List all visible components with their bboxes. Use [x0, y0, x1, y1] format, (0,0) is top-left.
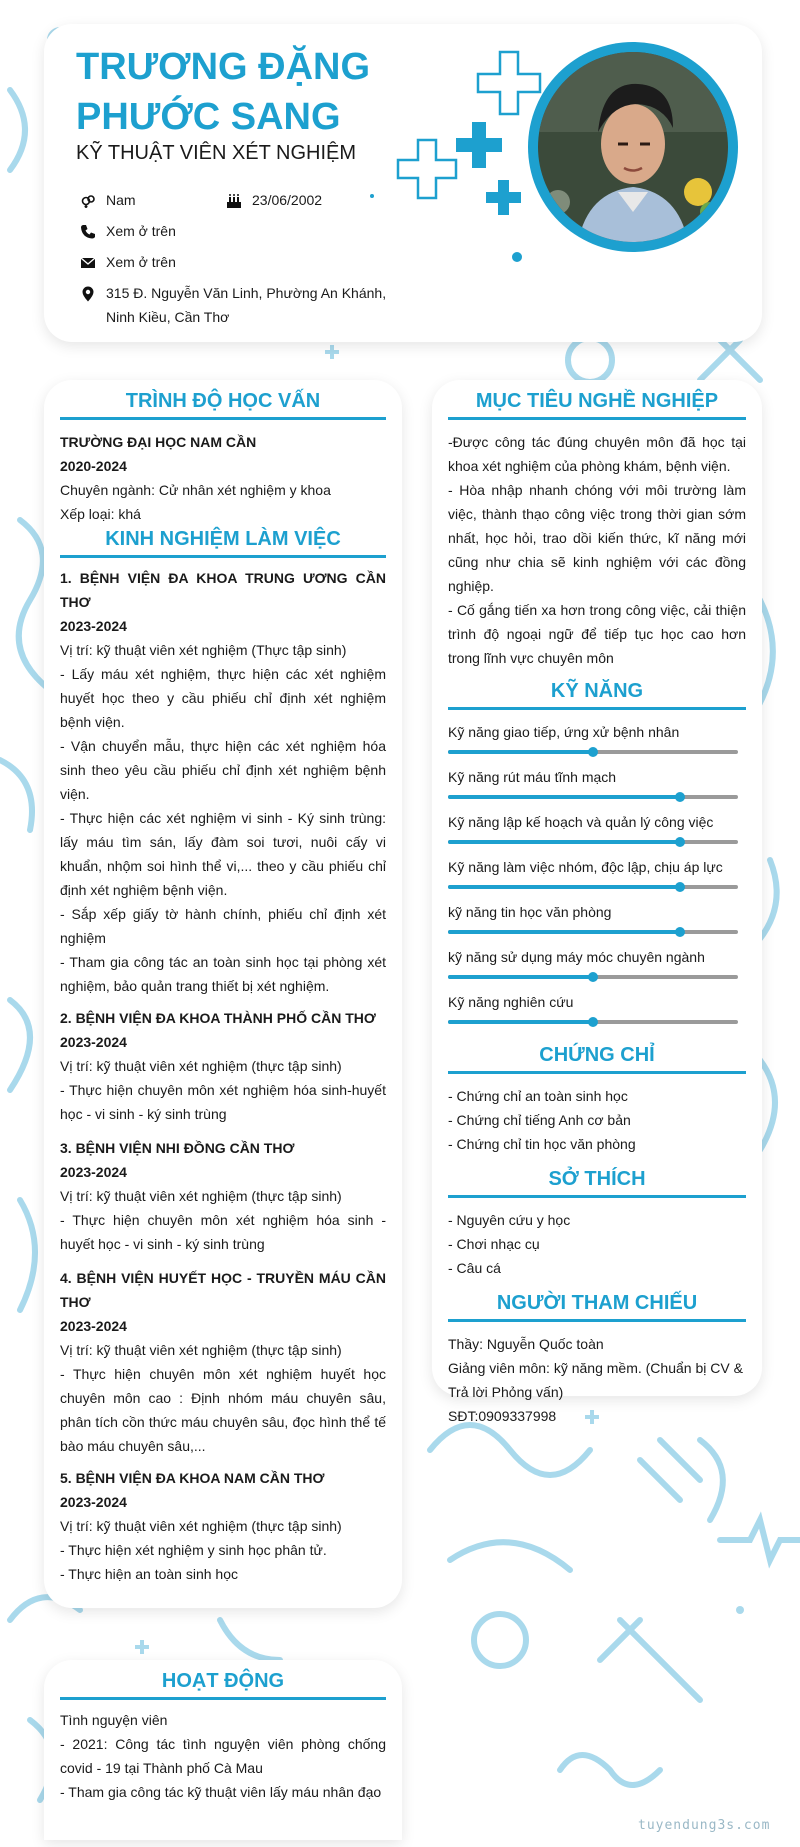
email-value: Xem ở trên — [106, 254, 176, 270]
job-years: 2023-2024 — [60, 618, 127, 634]
phone-value: Xem ở trên — [106, 223, 176, 239]
job-title: KỸ THUẬT VIÊN XÉT NGHIỆM — [76, 142, 357, 164]
job-detail: - Thực hiện chuyên môn xét nghiệm huyết học chuyên môn cao : Định nhóm máu chuyên sâu, phân tích cồn thức máu chuyên sâu, đọc hình thể tế bào máu chuyên sâu,... — [60, 1366, 386, 1454]
cake-icon — [226, 193, 242, 209]
header-card — [44, 24, 762, 342]
skill-item — [448, 947, 746, 985]
education-years: 2020-2024 — [60, 458, 127, 474]
list-item: - Tham gia công tác kỹ thuật viên lấy máu nhân đạo — [60, 1784, 382, 1800]
gender-row — [80, 188, 240, 212]
skill-bar — [448, 975, 738, 979]
skill-label: kỹ năng sử dụng máy móc chuyên ngành — [448, 949, 705, 965]
skill-item — [448, 767, 746, 805]
activities-title: HOẠT ĐỘNG — [60, 1670, 386, 1700]
watermark: tuyendung3s.com — [638, 1818, 771, 1833]
job-detail: - Tham gia công tác an toàn sinh học tại phòng xét nghiệm, bảo quản trang thiết bị xét nghiệm. — [60, 954, 386, 994]
skill-label: kỹ năng tin học văn phòng — [448, 904, 612, 920]
job-company: 5. BỆNH VIỆN ĐA KHOA NAM CẦN THƠ — [60, 1470, 325, 1486]
skill-bar — [448, 885, 738, 889]
address-row — [80, 281, 410, 331]
job-detail: - Thực hiện các xét nghiệm vi sinh - Ký sinh trùng: lấy máu tìm sán, lấy đàm soi tươi, nuôi cấy vi khuẩn, nhộm soi hình thể vi,... theo y cầu phiếu chỉ định xét nghiệm bệnh viện. — [60, 810, 386, 898]
right-column-card — [432, 380, 762, 1424]
job-position: Vị trí: kỹ thuật viên xét nghiệm (thực tập sinh) — [60, 1188, 342, 1204]
job-position: Vị trí: kỹ thuật viên xét nghiệm (thực tập sinh) — [60, 1518, 342, 1534]
experience-job-1 — [60, 566, 386, 998]
skill-label: Kỹ năng làm việc nhóm, độc lập, chịu áp lực — [448, 859, 723, 875]
job-years: 2023-2024 — [60, 1494, 127, 1510]
education-rank: Xếp loại: khá — [60, 506, 141, 522]
skill-item — [448, 992, 746, 1030]
skill-label: Kỹ năng lập kế hoạch và quản lý công việc — [448, 814, 714, 830]
email-row — [80, 250, 380, 274]
job-position: Vị trí: kỹ thuật viên xét nghiệm (thực tập sinh) — [60, 1342, 342, 1358]
phone-row — [80, 219, 380, 243]
experience-job-4 — [60, 1266, 386, 1458]
list-item: SĐT:0909337998 — [448, 1408, 557, 1424]
skill-item — [448, 857, 746, 895]
job-detail: - Thực hiện chuyên môn xét nghiệm hóa sinh-huyết học - vi sinh - ký sinh trùng — [60, 1082, 386, 1122]
hobbies-list — [448, 1208, 746, 1280]
gender-value: Nam — [106, 192, 136, 208]
birthday-row — [226, 188, 386, 212]
job-detail: - Vận chuyển mẫu, thực hiện các xét nghiệm hóa sinh theo yêu cầu phiếu chỉ định xét nghiệm bệnh viện. — [60, 738, 386, 802]
email-icon — [80, 255, 96, 271]
references-title: NGƯỜI THAM CHIẾU — [448, 1292, 746, 1322]
objective-text — [448, 430, 746, 670]
candidate-name: TRƯƠNG ĐẶNG PHƯỚC SANG — [76, 46, 371, 138]
list-item: - Chứng chỉ an toàn sinh học — [448, 1088, 628, 1104]
job-company: 3. BỆNH VIỆN NHI ĐỒNG CẦN THƠ — [60, 1140, 295, 1156]
job-position: Vị trí: kỹ thuật viên xét nghiệm (Thực tập sinh) — [60, 642, 347, 658]
objective-title: MỤC TIÊU NGHỀ NGHIỆP — [448, 390, 746, 420]
references-list — [448, 1332, 746, 1428]
experience-job-3 — [60, 1136, 386, 1256]
location-pin-icon — [80, 286, 96, 302]
profile-photo — [528, 42, 738, 252]
list-item: - Nguyên cứu y học — [448, 1212, 571, 1228]
job-company: 4. BỆNH VIỆN HUYẾT HỌC - TRUYỀN MÁU CẦN THƠ — [60, 1270, 386, 1310]
job-company: 2. BỆNH VIỆN ĐA KHOA THÀNH PHỐ CẦN THƠ — [60, 1010, 376, 1026]
skill-bar — [448, 1020, 738, 1024]
activities-card — [44, 1660, 402, 1840]
job-detail: - Sắp xếp giấy tờ hành chính, phiếu chỉ định xét nghiệm — [60, 906, 386, 946]
certificates-list — [448, 1084, 746, 1156]
list-item: - Cố gắng tiến xa hơn trong công việc, cải thiện trình độ ngoại ngữ để tiếp tục học cao hơn trong lĩnh vực chuyên môn — [448, 602, 746, 666]
experience-job-5 — [60, 1466, 386, 1586]
skill-bar — [448, 840, 738, 844]
activities-list — [60, 1708, 386, 1804]
decor-dot — [370, 194, 374, 198]
skill-bar — [448, 750, 738, 754]
skills-title: KỸ NĂNG — [448, 680, 746, 710]
job-detail: - Thực hiện xét nghiệm y sinh học phân tử. — [60, 1542, 327, 1558]
list-item: - Chứng chỉ tin học văn phòng — [448, 1136, 636, 1152]
experience-title: KINH NGHIỆM LÀM VIỆC — [60, 528, 386, 558]
list-item: - Chơi nhạc cụ — [448, 1236, 540, 1252]
avatar — [538, 52, 728, 242]
skill-bar — [448, 795, 738, 799]
job-years: 2023-2024 — [60, 1318, 127, 1334]
experience-job-2 — [60, 1006, 386, 1126]
address-value: 315 Đ. Nguyễn Văn Linh, Phường An Khánh, Ninh Kiều, Cần Thơ — [106, 285, 387, 325]
list-item: -Được công tác đúng chuyên môn đã học tại khoa xét nghiệm của phòng khám, bệnh viện. — [448, 434, 746, 474]
education-major: Chuyên ngành: Cử nhân xét nghiệm y khoa — [60, 482, 331, 498]
list-item: - Hòa nhập nhanh chóng với môi trường làm việc, thành thạo công việc trong thời gian sớm nhất, học hỏi, trao dồi kiến thức, kĩ năng mới cũng như chia sẽ kinh nghiệm với các đồng nghiệp. — [448, 482, 746, 594]
skill-label: Kỹ năng giao tiếp, ứng xử bệnh nhân — [448, 724, 680, 740]
list-item: Giảng viên môn: kỹ năng mềm. (Chuẩn bị CV & Trả lời Phỏng vấn) — [448, 1360, 743, 1400]
list-item: Thầy: Nguyễn Quốc toàn — [448, 1336, 604, 1352]
job-detail: - Thực hiện an toàn sinh học — [60, 1566, 239, 1582]
phone-icon — [80, 224, 96, 240]
skill-bar — [448, 930, 738, 934]
list-item: Tình nguyện viên — [60, 1712, 168, 1728]
skill-label: Kỹ năng nghiên cứu — [448, 994, 574, 1010]
list-item: - Câu cá — [448, 1260, 501, 1276]
decor-dot — [512, 252, 522, 262]
certificates-title: CHỨNG CHỈ — [448, 1044, 746, 1074]
education-block — [60, 430, 386, 526]
skill-item — [448, 722, 746, 760]
job-years: 2023-2024 — [60, 1164, 127, 1180]
job-detail: - Lấy máu xét nghiệm, thực hiện các xét nghiệm huyết học theo y cầu phiếu chỉ định xét nghiệm bệnh viện. — [60, 666, 386, 730]
list-item: - Chứng chỉ tiếng Anh cơ bản — [448, 1112, 631, 1128]
skill-item — [448, 812, 746, 850]
left-column-card — [44, 380, 402, 1608]
skill-label: Kỹ năng rút máu tĩnh mạch — [448, 769, 617, 785]
education-title: TRÌNH ĐỘ HỌC VẤN — [60, 390, 386, 420]
birthday-value: 23/06/2002 — [252, 192, 323, 208]
job-position: Vị trí: kỹ thuật viên xét nghiệm (thực tập sinh) — [60, 1058, 342, 1074]
job-detail: - Thực hiện chuyên môn xét nghiệm hóa sinh - huyết học - vi sinh - ký sinh trùng — [60, 1212, 386, 1252]
gender-icon — [80, 193, 96, 209]
school-name: TRƯỜNG ĐẠI HỌC NAM CẦN — [60, 434, 257, 450]
hobbies-title: SỞ THÍCH — [448, 1168, 746, 1198]
skill-item — [448, 902, 746, 940]
job-years: 2023-2024 — [60, 1034, 127, 1050]
job-company: 1. BỆNH VIỆN ĐA KHOA TRUNG ƯƠNG CẦN THƠ — [60, 570, 386, 610]
list-item: - 2021: Công tác tình nguyện viên phòng chống covid - 19 tại Thành phố Cà Mau — [60, 1736, 386, 1776]
